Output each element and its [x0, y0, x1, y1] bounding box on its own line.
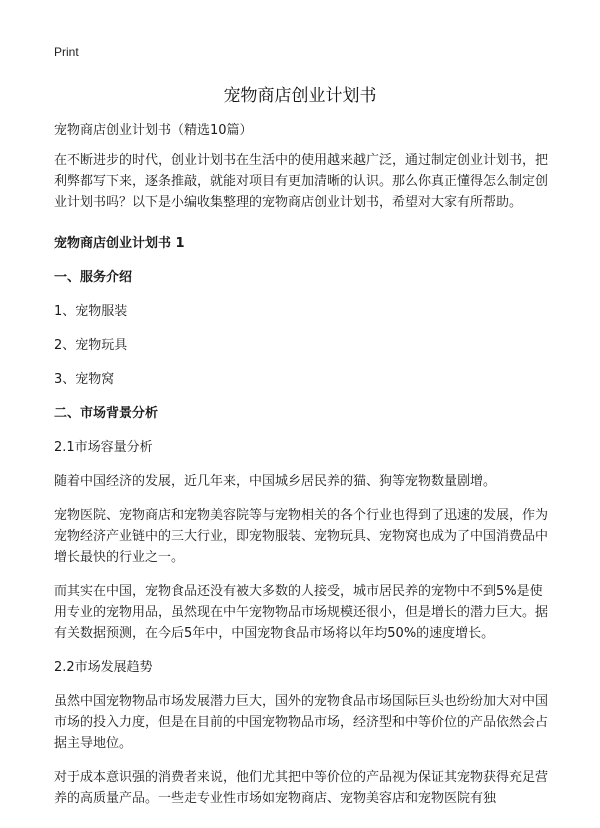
subsection-heading: 2.1市场容量分析 [54, 440, 153, 455]
page-title: 宠物商店创业计划书 [223, 86, 377, 106]
list-item: 3、宠物窝 [54, 372, 115, 387]
subtitle: 宠物商店创业计划书（精选10篇） [54, 123, 253, 138]
intro-paragraph: 在不断进步的时代，创业计划书在生活中的使用越来越广泛，通过制定创业计划书，把利弊都写下来，逐条推敲，就能对项目有更加清晰的认识。那么你真正懂得怎么制定创业计划书吗？以下是小编收集整理的宠物商店创业计划书，希望对大家有所帮助。 [54, 153, 549, 210]
print-label[interactable]: Print [54, 45, 79, 59]
list-item: 2、宠物玩具 [54, 338, 128, 353]
paragraph: 虽然中国宠物物品市场发展潜力巨大，国外的宠物食品市场国际巨头也纷纷加大对中国市场的投入力度，但是在目前的中国宠物物品市场，经济型和中等价位的产品依然会占据主导地位。 [54, 694, 549, 751]
paragraph: 对于成本意识强的消费者来说，他们尤其把中等价位的产品视为保证其宠物获得充足营养的高质量产品。一些走专业性市场如宠物商店、宠物美容店和宠物医院有独 [54, 770, 549, 806]
paragraph: 而其实在中国，宠物食品还没有被大多数的人接受，城市居民养的宠物中不到5%是使用专业的宠物用品，虽然现在中午宠物物品市场规模还很小，但是增长的潜力巨大。据有关数据预测，在今后5年中，中国宠物食品市场将以年均50%的速度增长。 [54, 584, 549, 641]
section-heading-services: 一、服务介绍 [54, 270, 133, 285]
list-item: 1、宠物服装 [54, 304, 128, 319]
paragraph: 宠物医院、宠物商店和宠物美容院等与宠物相关的各个行业也得到了迅速的发展，作为宠物经济产业链中的三大行业，即宠物服装、宠物玩具、宠物窝也成为了中国消费品中增长最快的行业之一。 [54, 508, 549, 565]
paragraph: 随着中国经济的发展，近几年来，中国城乡居民养的猫、狗等宠物数量剧增。 [54, 474, 497, 489]
document-body [54, 120, 549, 819]
section-heading-market: 二、市场背景分析 [54, 406, 159, 421]
article-heading: 宠物商店创业计划书 1 [54, 236, 185, 251]
subsection-heading: 2.2市场发展趋势 [54, 660, 153, 675]
